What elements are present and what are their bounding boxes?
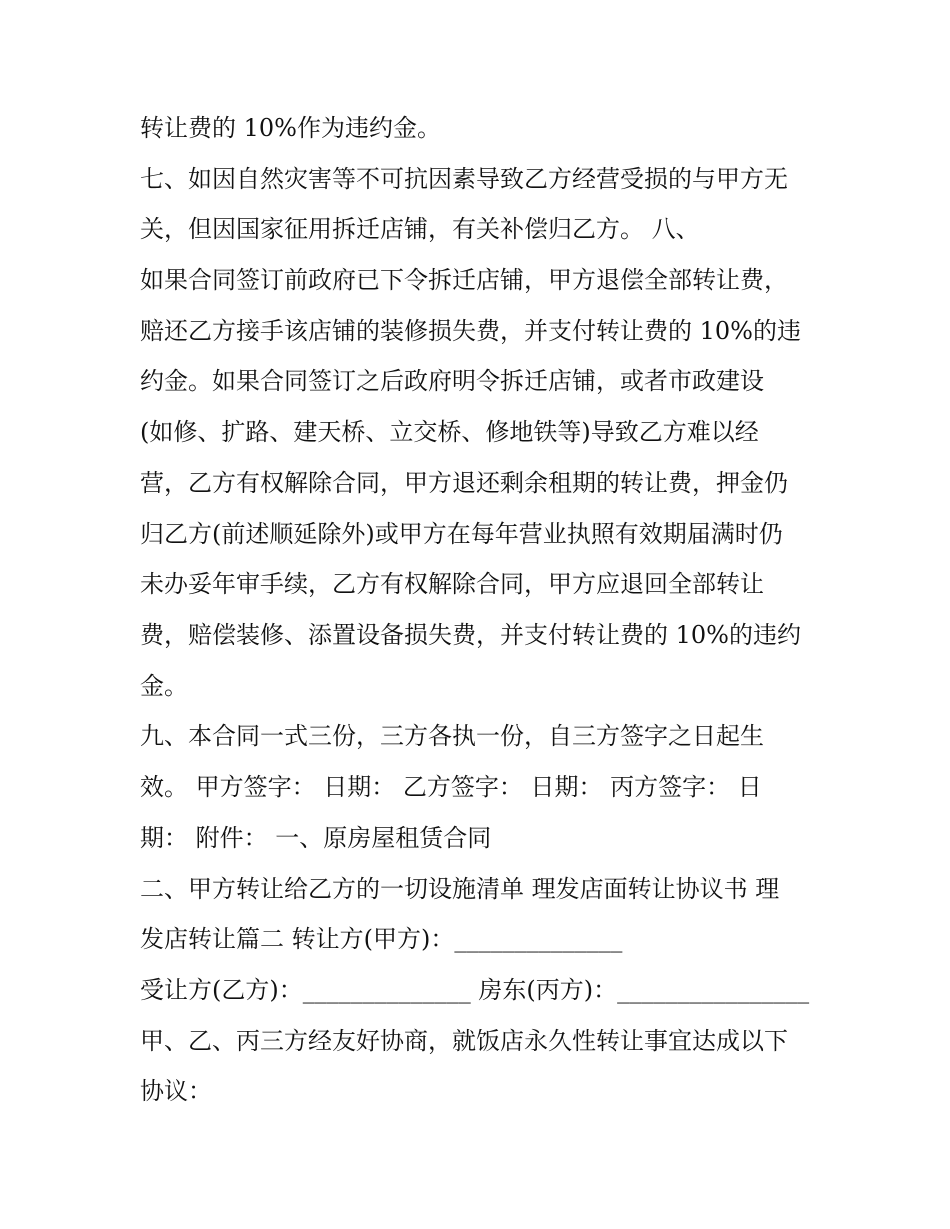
text-line: 赔还乙方接手该店铺的装修损失费，并支付转让费的 10%的违 — [140, 317, 801, 345]
text-line: 协议： — [140, 1077, 212, 1105]
text-line: 费，赔偿装修、添置设备损失费，并支付转让费的 10%的违约 — [140, 621, 801, 649]
text-line: 金。 — [140, 672, 188, 700]
text-line: 转让费的 10%作为违约金。 — [140, 114, 441, 142]
text-line: 九、本合同一式三份，三方各执一份，自三方签字之日起生 — [140, 722, 764, 750]
text-line: 归乙方(前述顺延除外)或甲方在每年营业执照有效期届满时仍 — [140, 520, 783, 548]
text-line: 七、如因自然灾害等不可抗因素导致乙方经营受损的与甲方无 — [140, 165, 788, 193]
text-line: 如果合同签订前政府已下令拆迁店铺，甲方退偿全部转让费， — [140, 266, 788, 294]
text-line: 受让方(乙方)：______________ 房东(丙方)：________________ — [140, 976, 810, 1004]
text-line: 未办妥年审手续，乙方有权解除合同，甲方应退回全部转让 — [140, 570, 764, 598]
text-line: 发店转让篇二 转让方(甲方)：______________ — [140, 925, 623, 953]
text-line: 营，乙方有权解除合同，甲方退还剩余租期的转让费，押金仍 — [140, 469, 788, 497]
text-line: 二、甲方转让给乙方的一切设施清单 理发店面转让协议书 理 — [140, 875, 780, 903]
text-line: (如修、扩路、建天桥、立交桥、修地铁等)导致乙方难以经 — [140, 418, 759, 446]
text-line: 关，但因国家征用拆迁店铺，有关补偿归乙方。 八、 — [140, 215, 700, 243]
text-line: 期： 附件： 一、原房屋租赁合同 — [140, 824, 492, 852]
text-line: 效。 甲方签字： 日期： 乙方签字： 日期： 丙方签字： 日 — [140, 773, 762, 801]
text-line: 约金。如果合同签订之后政府明令拆迁店铺，或者市政建设 — [140, 367, 764, 395]
text-line: 甲、乙、丙三方经友好协商，就饭店永久性转让事宜达成以下 — [140, 1027, 788, 1055]
